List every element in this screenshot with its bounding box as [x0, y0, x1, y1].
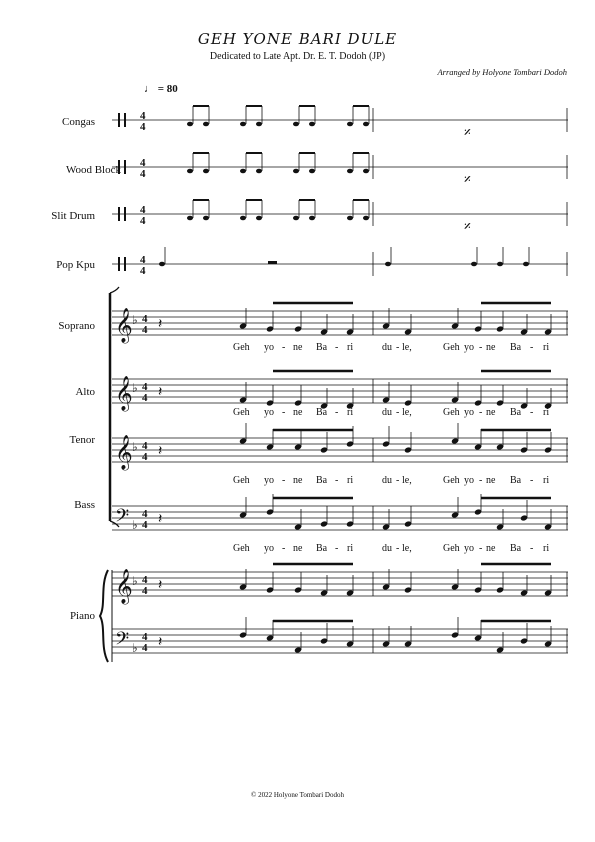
lyric-syllable: yo: [264, 407, 274, 418]
lyric-syllable: ri: [347, 407, 354, 418]
label-tenor: Tenor: [69, 434, 95, 446]
notehead: [187, 169, 193, 174]
notehead: [347, 169, 353, 174]
ts-bottom: 4: [140, 121, 146, 133]
label-congas: Congas: [62, 116, 95, 128]
lyric-syllable: Ba: [510, 407, 522, 418]
lyric-syllable: yo: [264, 475, 274, 486]
label-alto: Alto: [75, 386, 95, 398]
quarter-rest-icon: 𝄽: [158, 634, 163, 650]
lyric-syllable: Geh: [233, 407, 250, 418]
lyric-syllable: Geh: [233, 342, 250, 353]
ts-top: 4: [140, 254, 146, 266]
lyric-syllable: -: [335, 342, 339, 353]
lyric-syllable: Ba: [316, 543, 328, 554]
lyric-syllable: -: [335, 543, 339, 554]
lyric-syllable: du: [382, 543, 392, 554]
key-signature-flat-icon: ♭: [132, 518, 138, 532]
treble-clef-icon: 𝄞: [115, 435, 133, 470]
repeat-measure-icon: 𝄎: [464, 219, 471, 235]
notehead: [293, 122, 299, 127]
congas-staff: [112, 108, 568, 141]
lyric-syllable: ne: [293, 342, 303, 353]
treble-clef-icon: 𝄞: [115, 308, 133, 343]
ts-bottom: 4: [142, 642, 148, 654]
lyric-syllable: -: [479, 543, 483, 554]
bass-clef-icon: 𝄢: [115, 629, 130, 654]
lyric-syllable: yo: [464, 543, 474, 554]
quarter-rest-icon: 𝄽: [158, 384, 163, 400]
notehead: [256, 122, 262, 127]
lyric-syllable: -: [282, 407, 286, 418]
dedication: Dedicated to Late Apt. Dr. E. T. Dodoh (JP): [209, 51, 386, 62]
wood-block-staff: [112, 155, 568, 188]
notehead: [363, 169, 369, 174]
soprano-staff: [112, 308, 568, 344]
copyright-footer: © 2022 Holyone Tombari Dodoh: [251, 791, 344, 799]
lyric-syllable: ne: [486, 407, 496, 418]
lyric-syllable: -: [479, 342, 483, 353]
quarter-rest-icon: 𝄽: [158, 443, 163, 459]
lyric-syllable: ne: [293, 475, 303, 486]
treble-clef-icon: 𝄞: [115, 569, 133, 604]
ts-bottom: 4: [142, 324, 148, 336]
label-pop-kpu: Pop Kpu: [56, 259, 95, 271]
lyric-syllable: -: [282, 475, 286, 486]
lyric-syllable: Geh: [443, 543, 460, 554]
lyric-syllable: ne: [293, 407, 303, 418]
notehead: [159, 262, 165, 267]
lyric-syllable: ri: [347, 543, 354, 554]
voice-notes-1: [239, 371, 552, 410]
notehead: [256, 216, 262, 221]
ts-bottom: 4: [140, 265, 146, 277]
voice-notes-4: [239, 564, 552, 597]
ts-top: 4: [140, 204, 146, 216]
notehead: [187, 122, 193, 127]
lyric-syllable: Ba: [510, 543, 522, 554]
half-rest-icon: [268, 261, 277, 264]
label-slit-drum: Slit Drum: [51, 210, 95, 222]
key-signature-flat-icon: ♭: [132, 381, 138, 395]
ts-bottom: 4: [142, 392, 148, 404]
lyric-syllable: le,: [402, 475, 412, 486]
lyric-syllable: ne: [486, 543, 496, 554]
lyric-syllable: Ba: [510, 475, 522, 486]
pop-kpu-notes: [159, 247, 529, 266]
lyric-syllable: Ba: [316, 342, 328, 353]
notehead: [240, 122, 246, 127]
label-piano: Piano: [69, 610, 95, 622]
ts-bottom: 4: [142, 451, 148, 463]
lyrics-bass: [233, 543, 549, 554]
lyric-syllable: ri: [347, 475, 354, 486]
notehead: [293, 216, 299, 221]
lyric-syllable: Ba: [316, 407, 328, 418]
lyric-syllable: ri: [543, 543, 550, 554]
piano-rh-staff: [112, 569, 568, 605]
lyric-syllable: -: [479, 475, 483, 486]
quarter-rest-icon: 𝄽: [158, 316, 163, 332]
piano-brace: [100, 570, 108, 662]
notehead: [240, 169, 246, 174]
lyric-syllable: -: [282, 543, 286, 554]
key-signature-flat-icon: ♭: [132, 574, 138, 588]
quarter-rest-icon: 𝄽: [158, 577, 163, 593]
notehead: [347, 122, 353, 127]
lyric-syllable: du: [382, 475, 392, 486]
lyric-syllable: ne: [486, 475, 496, 486]
notehead: [203, 169, 209, 174]
notehead: [240, 216, 246, 221]
lyric-syllable: Geh: [233, 543, 250, 554]
lyric-syllable: ri: [543, 475, 550, 486]
notehead: [347, 216, 353, 221]
lyric-syllable: -: [396, 342, 400, 353]
lyric-syllable: -: [396, 475, 400, 486]
lyric-syllable: Ba: [510, 342, 522, 353]
bracket-top-hook: [110, 287, 119, 293]
lyric-syllable: Geh: [233, 475, 250, 486]
notehead: [309, 169, 315, 174]
lyric-syllable: le,: [402, 407, 412, 418]
ts-bottom: 4: [140, 215, 146, 227]
lyric-syllable: -: [335, 407, 339, 418]
lyric-syllable: -: [396, 407, 400, 418]
lyric-syllable: -: [530, 407, 534, 418]
time-signatures: [140, 110, 148, 654]
lyrics-tenor: [233, 475, 549, 486]
bass-clef-icon: 𝄢: [115, 506, 130, 531]
score-title: GEH YONE BARI DULE: [197, 30, 398, 48]
notehead: [363, 122, 369, 127]
lyric-syllable: ri: [543, 407, 550, 418]
slit-drum-staff: [112, 202, 568, 235]
notehead: [309, 216, 315, 221]
lyric-syllable: -: [335, 475, 339, 486]
ts-top: 4: [142, 574, 148, 586]
lyric-syllable: ne: [293, 543, 303, 554]
ts-top: 4: [142, 440, 148, 452]
key-signature-flat-icon: ♭: [132, 440, 138, 454]
lyric-syllable: Ba: [316, 475, 328, 486]
lyric-syllable: ri: [543, 342, 550, 353]
lyric-syllable: yo: [464, 342, 474, 353]
key-signature-flat-icon: ♭: [132, 313, 138, 327]
notehead: [187, 216, 193, 221]
lyric-syllable: Geh: [443, 407, 460, 418]
ts-bottom: 4: [140, 168, 146, 180]
repeat-measure-icon: 𝄎: [464, 125, 471, 141]
notehead: [523, 262, 529, 267]
tempo-marking: ♩ = 80: [144, 83, 178, 95]
arranger-credit: Arranged by Holyone Tombari Dodoh: [437, 67, 567, 77]
voice-notes-0: [239, 303, 552, 336]
notehead: [385, 262, 391, 267]
treble-clef-icon: 𝄞: [115, 376, 133, 411]
ts-top: 4: [142, 508, 148, 520]
lyric-syllable: -: [396, 543, 400, 554]
lyric-syllable: -: [530, 342, 534, 353]
notehead: [363, 216, 369, 221]
lyric-syllable: du: [382, 342, 392, 353]
alto-staff: [112, 376, 568, 412]
lyric-syllable: le,: [402, 543, 412, 554]
notehead: [256, 169, 262, 174]
congas-notes: [187, 106, 369, 126]
lyric-syllable: Geh: [443, 475, 460, 486]
key-signature-flat-icon: ♭: [132, 641, 138, 655]
lyrics-soprano: [233, 342, 549, 353]
label-soprano: Soprano: [58, 320, 95, 332]
lyric-syllable: -: [479, 407, 483, 418]
ts-bottom: 4: [142, 585, 148, 597]
ts-top: 4: [140, 157, 146, 169]
notehead: [471, 262, 477, 267]
notehead: [203, 216, 209, 221]
lyric-syllable: -: [282, 342, 286, 353]
lyric-syllable: yo: [464, 475, 474, 486]
ts-top: 4: [142, 313, 148, 325]
slit-drum-notes: [187, 200, 369, 220]
notehead: [293, 169, 299, 174]
lyric-syllable: -: [530, 543, 534, 554]
lyric-syllable: du: [382, 407, 392, 418]
lyric-syllable: Geh: [443, 342, 460, 353]
wood-block-notes: [187, 153, 369, 173]
notehead: [497, 262, 503, 267]
notehead: [309, 122, 315, 127]
lyric-syllable: yo: [264, 342, 274, 353]
notehead: [203, 122, 209, 127]
quarter-rest-icon: 𝄽: [158, 511, 163, 527]
label-wood-block: Wood Block: [65, 164, 121, 176]
lyric-syllable: -: [530, 475, 534, 486]
ts-top: 4: [142, 381, 148, 393]
lyric-syllable: ri: [347, 342, 354, 353]
lyrics-alto: [233, 407, 549, 418]
ts-top: 4: [140, 110, 146, 122]
lyric-syllable: yo: [464, 407, 474, 418]
repeat-measure-icon: 𝄎: [464, 172, 471, 188]
ts-bottom: 4: [142, 519, 148, 531]
tenor-staff: [112, 435, 568, 471]
lyric-syllable: ne: [486, 342, 496, 353]
lyric-syllable: le,: [402, 342, 412, 353]
label-bass: Bass: [74, 499, 95, 511]
lyric-syllable: yo: [264, 543, 274, 554]
ts-top: 4: [142, 631, 148, 643]
